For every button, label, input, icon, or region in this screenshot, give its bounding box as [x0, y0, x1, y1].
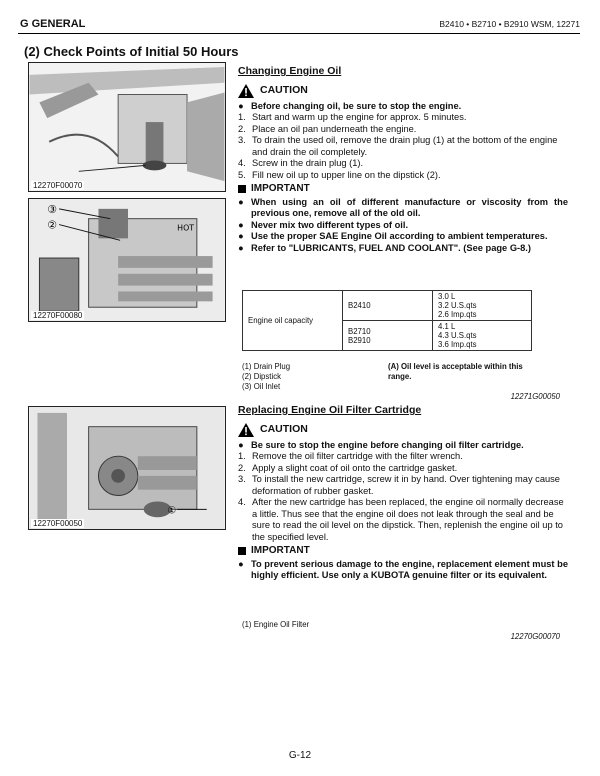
caution-label: CAUTION [260, 83, 308, 96]
caution-item: ● Before changing oil, be sure to stop the engine. [238, 100, 462, 111]
important-item: ● To prevent serious damage to the engine, replacement element must be highly efficient. Use only a KUBOTA genuine filter or its equivalent. [238, 558, 568, 580]
capacity-cell: 4.1 L 4.3 U.S.qts 3.6 Imp.qts [433, 321, 532, 351]
step-item: 2. Apply a slight coat of oil onto the cartridge gasket. [238, 462, 458, 473]
filter-heading: Replacing Engine Oil Filter Cartridge [238, 404, 422, 416]
model-label: B2410 • B2710 • B2910 WSM, 12271 [439, 19, 580, 29]
square-icon [238, 185, 246, 193]
important-item: ● Refer to "LUBRICANTS, FUEL AND COOLANT". (See page G-8.) [238, 242, 531, 253]
drain-plug-illustration [29, 63, 225, 191]
oil-level-note: (A) Oil level is acceptable within this range. [388, 362, 523, 381]
oil-capacity-table [242, 290, 532, 351]
oil-code: 12271G00050 [510, 392, 560, 401]
oil-filter-illustration [29, 407, 225, 529]
square-icon [238, 547, 246, 555]
step-item: 3. To drain the used oil, remove the drain plug (1) at the bottom of the engine and drain the oil completely. [238, 135, 558, 157]
figure-code-2: 12270F00080 [33, 311, 83, 320]
callout-2: ② [47, 218, 58, 232]
important-item: ● Use the proper SAE Engine Oil according to ambient temperatures. [238, 231, 548, 241]
hot-label: HOT [177, 223, 195, 233]
caution-label: CAUTION [260, 422, 308, 435]
callout-3: ③ [47, 202, 58, 216]
filter-code: 12270G00070 [510, 632, 560, 641]
important-item: ● When using an oil of different manufacture or viscosity from the previous one, remove all of the old oil. [238, 196, 568, 218]
figure-oil-filter [28, 406, 226, 530]
step-item: 1. Remove the oil filter cartridge with the filter wrench. [238, 451, 463, 461]
figure-dipstick [28, 198, 226, 322]
oil-section [238, 66, 568, 254]
dipstick-illustration [29, 199, 225, 321]
page-number: G-12 [288, 750, 312, 761]
caution-item: ● Be sure to stop the engine before changing oil filter cartridge. [238, 439, 524, 450]
step-item: 3. To install the new cartridge, screw it in by hand. Over tightening may cause deformation of rubber gasket. [238, 474, 560, 496]
warning-triangle-icon [238, 84, 254, 98]
figure-drain-plug [28, 62, 226, 192]
oil-heading: Changing Engine Oil [238, 65, 342, 77]
oil-legend: (1) Drain Plug (2) Dipstick (3) Oil Inlet [242, 362, 291, 391]
oil-caution [238, 84, 568, 98]
page-title: (2) Check Points of Initial 50 Hours [24, 44, 239, 59]
step-item: 1. Start and warm up the engine for approx. 5 minutes. [238, 112, 467, 122]
capacity-cell: 3.0 L 3.2 U.S.qts 2.6 Imp.qts [433, 291, 532, 321]
step-item: 5. Fill new oil up to upper line on the dipstick (2). [238, 169, 441, 180]
table-row [243, 291, 532, 321]
step-item: 4. After the new cartridge has been replaced, the engine oil normally decrease a little. Thus see that the engine oil does not leak through the seal and be sure to read the oil level on the dipstick. Then, replenish the engine oil up to the specified level. [238, 497, 564, 542]
model-cell: B2410 [343, 291, 433, 321]
capacity-label: Engine oil capacity [243, 291, 343, 351]
warning-triangle-icon [238, 423, 254, 437]
important-heading: IMPORTANT [238, 545, 568, 557]
model-cell: B2710 B2910 [343, 321, 433, 351]
filter-legend: (1) Engine Oil Filter [242, 620, 310, 629]
section-label: G GENERAL [20, 18, 86, 30]
figure-code-3: 12270F00050 [33, 519, 83, 528]
step-item: 4. Screw in the drain plug (1). [238, 158, 364, 168]
filter-section [238, 405, 568, 582]
page-header [18, 16, 580, 34]
step-item: 2. Place an oil pan underneath the engine. [238, 123, 417, 134]
important-item: ● Never mix two different types of oil. [238, 219, 409, 230]
callout-1: ① [167, 505, 177, 517]
important-heading: IMPORTANT [238, 183, 568, 195]
figure-code-1: 12270F00070 [33, 181, 83, 190]
filter-caution [238, 423, 568, 437]
